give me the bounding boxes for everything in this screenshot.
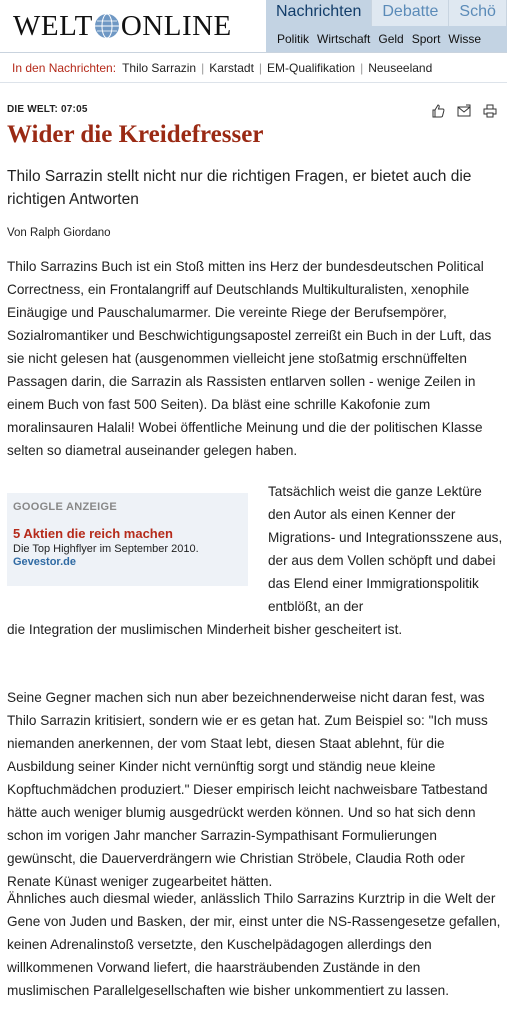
tab-schoener[interactable]: Schö	[449, 0, 506, 26]
news-link-karstadt[interactable]: Karstadt	[209, 61, 254, 75]
subnav-wissen[interactable]: Wisse	[448, 32, 482, 46]
subnav-wirtschaft[interactable]: Wirtschaft	[317, 32, 371, 46]
print-icon[interactable]	[483, 104, 497, 118]
site-header	[0, 0, 507, 53]
separator: |	[360, 61, 364, 75]
article-paragraph: Tatsächlich weist die ganze Lektüre den Autor als einen Kenner der Migrations- und Integrationsszene aus, der aus dem Vollen schöpft und dabei das Elend einer Immigrationspolitik entblößt, an der	[268, 484, 503, 614]
separator: |	[258, 61, 263, 75]
article-paragraph: Ähnliches auch diesmal wieder, anlässlich Thilo Sarrazins Kurztrip in die Welt der Gene von Juden und Basken, der mir, einst unter die NS-Rassengesetze gefallen, keinen Adrenalinstoß versetzte, den Kuschelpädagogen allerdings den willkommenen Vorwand liefert, die haarsträubenden Zustände in den muslimischen Parallelgesellschaften wie bisher unkommentiert zu lassen.	[7, 891, 501, 998]
thumbs-up-icon[interactable]	[431, 104, 445, 118]
article-meta: DIE WELT: 07:05	[7, 104, 88, 115]
article-lead: Thilo Sarrazin stellt nicht nur die richtigen Fragen, er bietet auch die richtigen Antworten	[7, 168, 472, 208]
sub-navigation	[266, 26, 507, 52]
subnav-geld[interactable]: Geld	[378, 32, 404, 46]
article-tools	[431, 104, 497, 118]
news-topics-bar	[0, 54, 507, 83]
site-logo[interactable]	[13, 6, 232, 46]
email-icon[interactable]	[457, 104, 471, 118]
ad-title-link[interactable]: 5 Aktien die reich machen	[13, 526, 173, 541]
globe-icon	[94, 13, 120, 39]
subnav-sport[interactable]: Sport	[411, 32, 441, 46]
ad-label: GOOGLE ANZEIGE	[13, 501, 118, 513]
news-link-em-qualifikation[interactable]: EM-Qualifikation	[267, 61, 356, 75]
separator: |	[201, 61, 205, 75]
logo-online: ONLINE	[120, 9, 232, 42]
article-paragraph: Seine Gegner machen sich nun aber bezeichnenderweise nicht daran fest, was Thilo Sarrazin kritisiert, sondern wie er es getan hat. Zum Beispiel so: "Ich muss niemanden anerkennen, der vom Staat lebt, diesen Staat ablehnt, für die Ausbildung seiner Kinder nicht vernünftig sorgt und ständig neue kleine Kopftuchmädchen produziert." Dieser empirisch leicht nachweisbare Tatbestand hätte auch weniger blumig ausgedrückt werden können. Und so hat sich denn schon im vorigen Jahr mancher Sarrazin-Sympathisant Formulierungen gewünscht, die Dauerverdrängern wie Christian Ströbele, Claudia Roth oder Renate Künast weniger zugearbeitet hätten.	[7, 690, 488, 889]
article-title: Wider die Kreidefresser	[7, 121, 264, 148]
news-topics-label: In den Nachrichten:	[12, 61, 117, 75]
tab-debatte[interactable]: Debatte	[372, 0, 449, 26]
ad-text: Die Top Highflyer im September 2010.	[13, 543, 199, 555]
article-author: Von Ralph Giordano	[7, 227, 111, 239]
tab-nachrichten[interactable]: Nachrichten	[266, 0, 372, 26]
logo-welt: WELT	[13, 9, 93, 42]
main-navigation	[266, 0, 507, 52]
article-paragraph: Thilo Sarrazins Buch ist ein Stoß mitten ins Herz der bundesdeutschen Political Correctness, ein Frontalangriff auf Deutschlands Multikulturalisten, xenophile Einäugige und Pauschalumarmer. Die vereinte Riege der Berufsempörer, Sozialromantiker und Beschwichtigungsapostel zerreißt ein Buch in der Luft, das sie nicht gelesen hat (ausgenommen vielleicht jene stoßatmig erschnüffelten Passagen darin, die Sarrazin als Rassisten entlarven sollen - wenige Zeilen in einem Buch von fast 500 Seiten). Da bläst eine schrille Kakofonie zum moralinsauren Halali! Wobei öffentliche Meinung und die der politischen Klasse selten so diametral auseinander gelegen haben.	[7, 259, 492, 458]
subnav-politik[interactable]: Politik	[277, 32, 310, 46]
article-paragraph: die Integration der muslimischen Minderheit bisher gescheitert ist.	[7, 622, 403, 637]
ad-url-link[interactable]: Gevestor.de	[13, 556, 76, 568]
google-ad[interactable]	[7, 493, 248, 586]
news-link-sarrazin[interactable]: Thilo Sarrazin	[122, 61, 197, 75]
news-link-neuseeland[interactable]: Neuseeland	[368, 61, 433, 75]
